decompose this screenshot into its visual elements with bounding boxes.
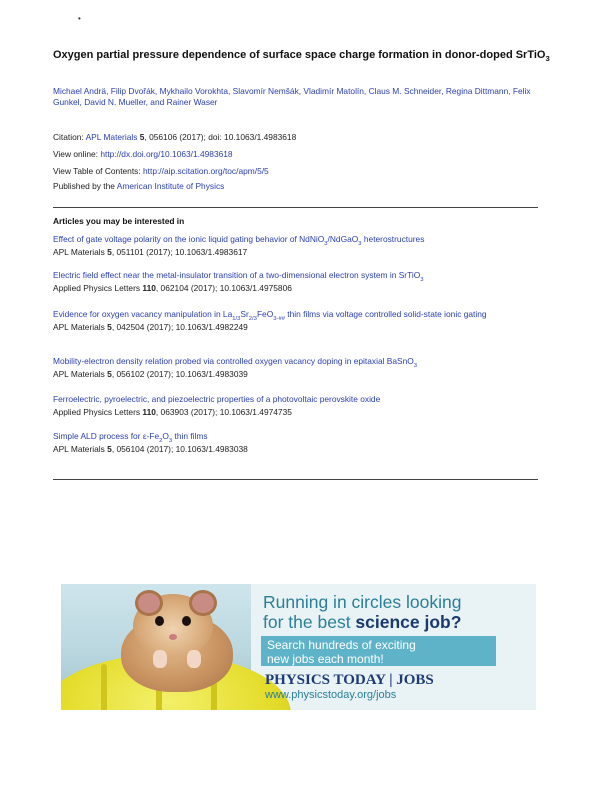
job-ad-banner[interactable] [61,584,536,710]
article-title-link[interactable]: Ferroelectric, pyroelectric, and piezoelectric properties of a photovoltaic perovskite oxide [53,394,381,404]
hamster-paw [187,650,201,668]
article-title-link[interactable]: Simple ALD process for $\varepsilon-Fe_2O_3$ thin films [53,431,208,444]
article-title-link[interactable]: Electric field effect near the metal-insulator transition of a two-dimensional electron system in SrTiO$_3$ [53,270,424,283]
hamster-ear [135,590,163,616]
related-article [53,394,543,418]
doi-link[interactable]: http://dx.doi.org/10.1063/1.4983618 [100,149,233,159]
article-reference: Applied Physics Letters 110, 062104 (2017); 10.1063/1.4975806 [53,282,292,293]
related-article [53,356,543,380]
hamster-nose [169,634,177,640]
ad-headline: Running in circles looking for the best science job? [263,592,462,632]
toc-line: View Table of Contents: http://aip.scitation.org/toc/apm/5/5 [53,166,269,176]
hamster-paw [153,650,167,668]
ad-callout-box: Search hundreds of exciting new jobs each month! [261,636,496,666]
publisher-link[interactable]: American Institute of Physics [116,181,225,191]
wheel-rib [101,664,107,710]
article-title-link[interactable]: Effect of gate voltage polarity on the ionic liquid gating behavior of NdNiO$_3$/NdGaO$_3$ heterostructures [53,234,425,247]
article-reference: APL Materials 5, 051101 (2017); 10.1063/1.4983617 [53,246,248,257]
article-reference: APL Materials 5, 056104 (2017); 10.1063/1.4983038 [53,443,248,454]
article-title-link[interactable]: Evidence for oxygen vacancy manipulation in $La_{1/3}Sr_{2/3}FeO_{3-\#\#}$ thin films via voltage controlled solid-state ionic gating [53,309,487,322]
physics-today-jobs-logo: PHYSICS TODAY | JOBS [265,672,434,688]
related-article [53,309,543,333]
ad-text-panel [251,584,536,710]
related-article [53,270,543,294]
divider-top [53,207,538,208]
article-reference: APL Materials 5, 056102 (2017); 10.1063/1.4983039 [53,368,248,379]
publisher-line: Published by the American Institute of Physics [53,181,225,191]
view-online-line: View online: http://dx.doi.org/10.1063/1.4983618 [53,149,233,159]
paper-title: Oxygen partial pressure dependence of surface space charge formation in donor-doped SrTiO$_3$ [53,49,550,63]
hamster-wheel-image [61,584,251,710]
journal-link[interactable]: APL Materials [85,132,138,142]
related-article [53,234,543,258]
toc-link[interactable]: http://aip.scitation.org/toc/apm/5/5 [143,166,269,176]
citation-line: Citation: APL Materials 5, 056106 (2017); doi: 10.1063/1.4983618 [53,132,297,142]
article-title-link[interactable]: Mobility-electron density relation probed via controlled oxygen vacancy doping in epitaxial BaSnO$_3$ [53,356,418,369]
article-reference: Applied Physics Letters 110, 063903 (2017); 10.1063/1.4974735 [53,406,292,417]
hamster-eye [155,616,164,626]
author-list[interactable]: Michael Andrä, Filip Dvořák, Mykhailo Vorokhta, Slavomír Nemšák, Vladimír Matolín, Claus M. Schneider, Regina Dittmann, Felix Gunkel, David N. Mueller, and Rainer Waser [53,86,531,107]
header-dot: • [78,14,81,23]
hamster-ear [189,590,217,616]
hamster-eye [182,616,191,626]
related-article [53,431,543,455]
divider-bottom [53,479,538,480]
ad-url[interactable]: www.physicstoday.org/jobs [265,689,397,701]
related-heading: Articles you may be interested in [53,216,185,226]
article-reference: APL Materials 5, 042504 (2017); 10.1063/1.4982249 [53,321,248,332]
